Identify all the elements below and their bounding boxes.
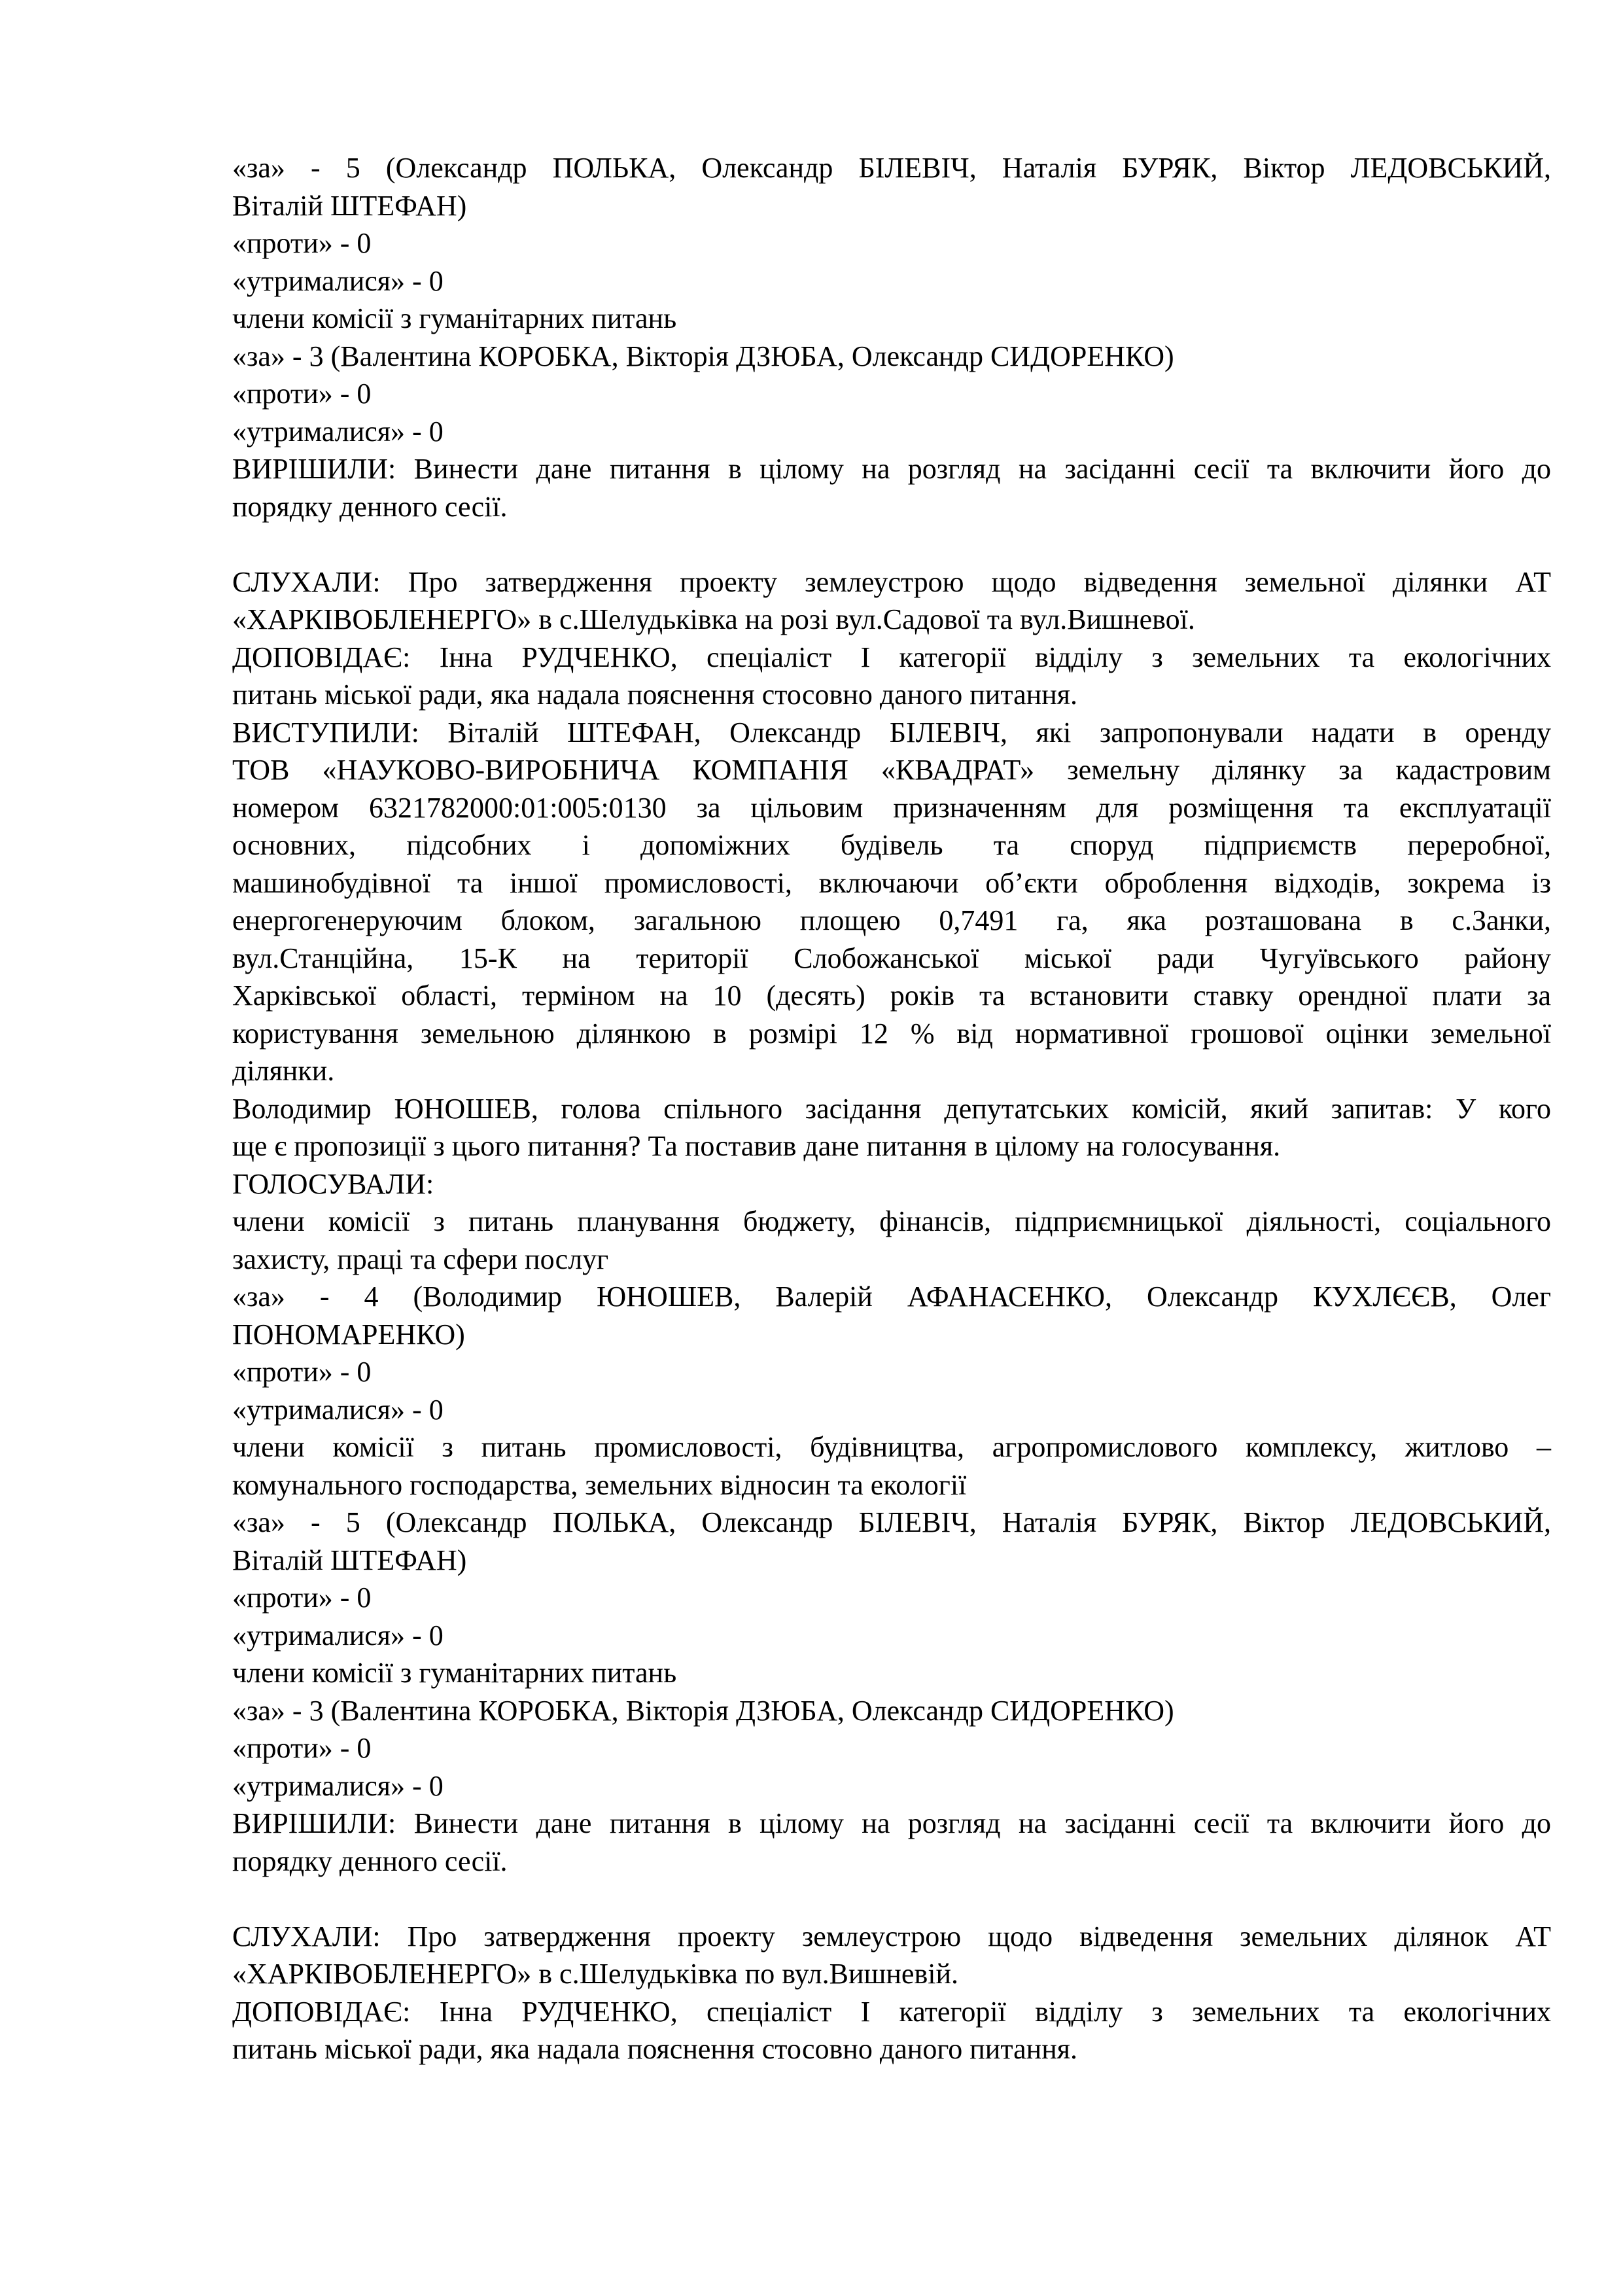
text-line: номером 6321782000:01:005:0130 за цільовим призначенням для розміщення та експлуатації (232, 791, 1551, 824)
text-line: ділянки. (232, 1055, 335, 1087)
text-line: Віталій ШТЕФАН) (232, 189, 467, 222)
text-line: «проти» - 0 (232, 1581, 372, 1614)
paragraph-spacer (232, 525, 1551, 563)
text-line: Віталій ШТЕФАН) (232, 1544, 467, 1576)
paragraph-spacer (232, 1880, 1551, 1918)
text-line: СЛУХАЛИ: Про затвердження проекту землеустрою щодо відведення земельної ділянки АТ (232, 565, 1551, 598)
text-line: «за» - 4 (Володимир ЮНОШЕВ, Валерій АФАНАСЕНКО, Олександр КУХЛЄЄВ, Олег (232, 1280, 1551, 1313)
text-line: «за» - 3 (Валентина КОРОБКА, Вікторія ДЗЮБА, Олександр СИДОРЕНКО) (232, 1694, 1174, 1727)
text-line: члени комісії з питань планування бюджету, фінансів, підприємницької діяльності, соціального (232, 1205, 1551, 1237)
text-line: «утрималися» - 0 (232, 1769, 444, 1802)
text-line: «проти» - 0 (232, 378, 372, 410)
text-line: комунального господарства, земельних відносин та екології (232, 1468, 967, 1501)
text-line: ще є пропозиції з цього питання? Та поставив дане питання в цілому на голосування. (232, 1130, 1281, 1162)
text-line: порядку денного сесії. (232, 1845, 508, 1877)
text-line: «проти» - 0 (232, 1732, 372, 1764)
text-line: енергогенеруючим блоком, загальною площею 0,7491 га, яка розташована в с.Занки, (232, 904, 1551, 936)
document-page (232, 149, 1551, 2068)
text-line: машинобудівної та іншої промисловості, включаючи об’єкти оброблення відходів, зокрема із (232, 866, 1551, 899)
text-line: основних, підсобних і допоміжних будівель та споруд підприємств переробної, (232, 829, 1551, 861)
text-line: користування земельною ділянкою в розмірі 12 % від нормативної грошової оцінки земельної (232, 1017, 1551, 1050)
text-line: «утрималися» - 0 (232, 264, 444, 297)
text-line: захисту, праці та сфери послуг (232, 1243, 609, 1275)
text-line: «за» - 3 (Валентина КОРОБКА, Вікторія ДЗЮБА, Олександр СИДОРЕНКО) (232, 340, 1174, 372)
text-line: ДОПОВІДАЄ: Інна РУДЧЕНКО, спеціаліст І категорії відділу з земельних та екологічних (232, 1995, 1551, 2028)
text-line: порядку денного сесії. (232, 490, 508, 523)
text-line: СЛУХАЛИ: Про затвердження проекту землеустрою щодо відведення земельних ділянок АТ (232, 1920, 1551, 1952)
text-line: члени комісії з гуманітарних питань (232, 302, 677, 334)
text-line: вул.Станційна, 15-К на території Слобожанської міської ради Чугуївського району (232, 942, 1551, 974)
text-line: ВИРІШИЛИ: Винести дане питання в цілому на розгляд на засіданні сесії та включити його до (232, 1807, 1551, 1839)
text-line: «проти» - 0 (232, 1356, 372, 1388)
text-line: «утрималися» - 0 (232, 1619, 444, 1651)
text-line: Харківської області, терміном на 10 (десять) років та встановити ставку орендної плати за (232, 980, 1551, 1012)
text-line: «ХАРКІВОБЛЕНЕРГО» в с.Шелудьківка по вул.Вишневій. (232, 1958, 958, 1990)
text-line: члени комісії з питань промисловості, будівництва, агропромислового комплексу, житлово – (232, 1431, 1551, 1463)
text-line: ТОВ «НАУКОВО-ВИРОБНИЧА КОМПАНІЯ «КВАДРАТ» земельну ділянку за кадастровим (232, 754, 1551, 786)
text-line: ВИРІШИЛИ: Винести дане питання в цілому на розгляд на засіданні сесії та включити його до (232, 453, 1551, 485)
text-line: «за» - 5 (Олександр ПОЛЬКА, Олександр БІЛЕВІЧ, Наталія БУРЯК, Віктор ЛЕДОВСЬКИЙ, (232, 152, 1551, 184)
text-line: Володимир ЮНОШЕВ, голова спільного засідання депутатських комісій, який запитав: У кого (232, 1092, 1551, 1125)
text-line: «утрималися» - 0 (232, 415, 444, 448)
text-line: «ХАРКІВОБЛЕНЕРГО» в с.Шелудьківка на розі вул.Садової та вул.Вишневої. (232, 603, 1195, 635)
text-line: питань міської ради, яка надала пояснення стосовно даного питання. (232, 679, 1077, 711)
text-line: питань міської ради, яка надала пояснення стосовно даного питання. (232, 2033, 1077, 2065)
text-line: «утрималися» - 0 (232, 1393, 444, 1426)
text-line: «за» - 5 (Олександр ПОЛЬКА, Олександр БІЛЕВІЧ, Наталія БУРЯК, Віктор ЛЕДОВСЬКИЙ, (232, 1506, 1551, 1538)
text-line: члени комісії з гуманітарних питань (232, 1657, 677, 1689)
text-line: «проти» - 0 (232, 227, 372, 259)
text-line: ВИСТУПИЛИ: Віталій ШТЕФАН, Олександр БІЛЕВІЧ, які запропонували надати в оренду (232, 716, 1551, 749)
text-line: ДОПОВІДАЄ: Інна РУДЧЕНКО, спеціаліст І категорії відділу з земельних та екологічних (232, 641, 1551, 673)
text-line: ГОЛОСУВАЛИ: (232, 1167, 434, 1200)
text-line: ПОНОМАРЕНКО) (232, 1318, 465, 1351)
